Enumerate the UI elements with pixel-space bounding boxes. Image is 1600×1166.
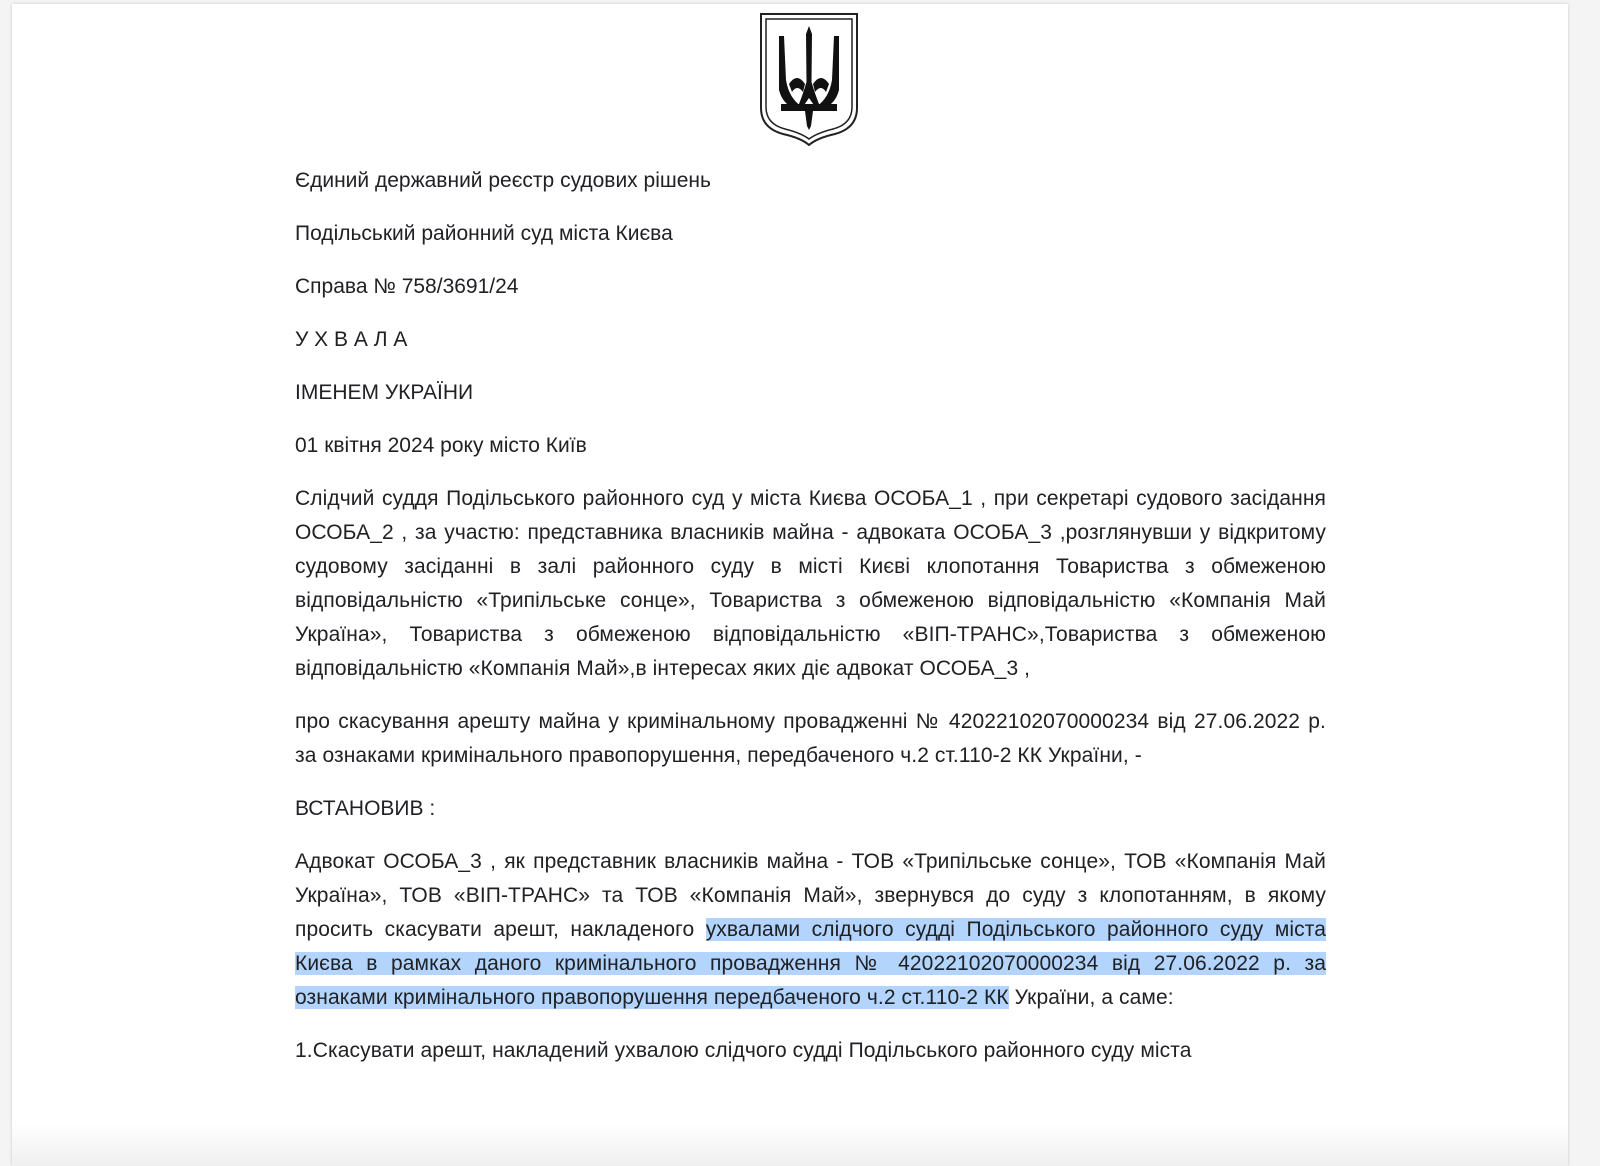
body-paragraph-end: України, а саме: [1008, 986, 1174, 1009]
document-page [12, 4, 1568, 1166]
body-paragraph [295, 845, 1326, 1015]
next-paragraph: 1.Скасувати арешт, накладений ухвалою слідчого судді Подільського районного суду міста [295, 1039, 1192, 1062]
court-name: Подільський районний суд міста Києва [295, 222, 673, 245]
bottom-fade [12, 1124, 1568, 1166]
in-name-heading: ІМЕНЕМ УКРАЇНИ [295, 381, 474, 404]
case-number: Справа № 758/3691/24 [295, 275, 519, 298]
intro-paragraph: Слідчий суддя Подільського районного суд у міста Києва ОСОБА_1 , при секретарі судового засідання ОСОБА_2 , за участю: представника власників майна - адвоката ОСОБА_3 ,розглянувши у відкритому судовому засіданні в залі районного суду в місті Києві клопотання Товариства з обмеженою відповідальністю «Трипільське сонце», Товариства з обмеженою відповідальністю «Компанія Май Україна», Товариства з обмеженою відповідальністю «ВІП-ТРАНС»,Товариства з обмеженою відповідальністю «Компанія Май»,в інтересах яких діє адвокат ОСОБА_3 , [295, 487, 1326, 680]
document-type: У Х В А Л А [295, 328, 408, 351]
document-content [295, 164, 1326, 1087]
subject-paragraph: про скасування арешту майна у кримінальному провадженні № 42022102070000234 від 27.06.2022 р. за ознаками кримінального правопорушення, передбаченого ч.2 ст.110-2 КК України, - [295, 710, 1326, 767]
ukraine-coat-of-arms-icon [759, 12, 859, 146]
established-heading: ВСТАНОВИВ : [295, 797, 436, 820]
selected-text[interactable]: ухвалами слідчого судді Подільського районного суду міста Києва в рамках даного кримінального провадження № 42022102070000234 від 27.06.2022 р. за ознаками кримінального правопорушення передбаченого ч.2 ст.110-2 КК [295, 918, 1326, 1009]
date-place: 01 квітня 2024 року місто Київ [295, 434, 587, 457]
registry-title: Єдиний державний реєстр судових рішень [295, 169, 711, 192]
body-paragraph-start: Адвокат ОСОБА_3 , як представник власників майна - ТОВ «Трипільське сонце», ТОВ «Компанія Май Україна», ТОВ «ВІП-ТРАНС» та ТОВ «Компанія Май», звернувся до суду з клопотанням, в якому просить скасувати арешт, накладеного [295, 850, 1326, 941]
